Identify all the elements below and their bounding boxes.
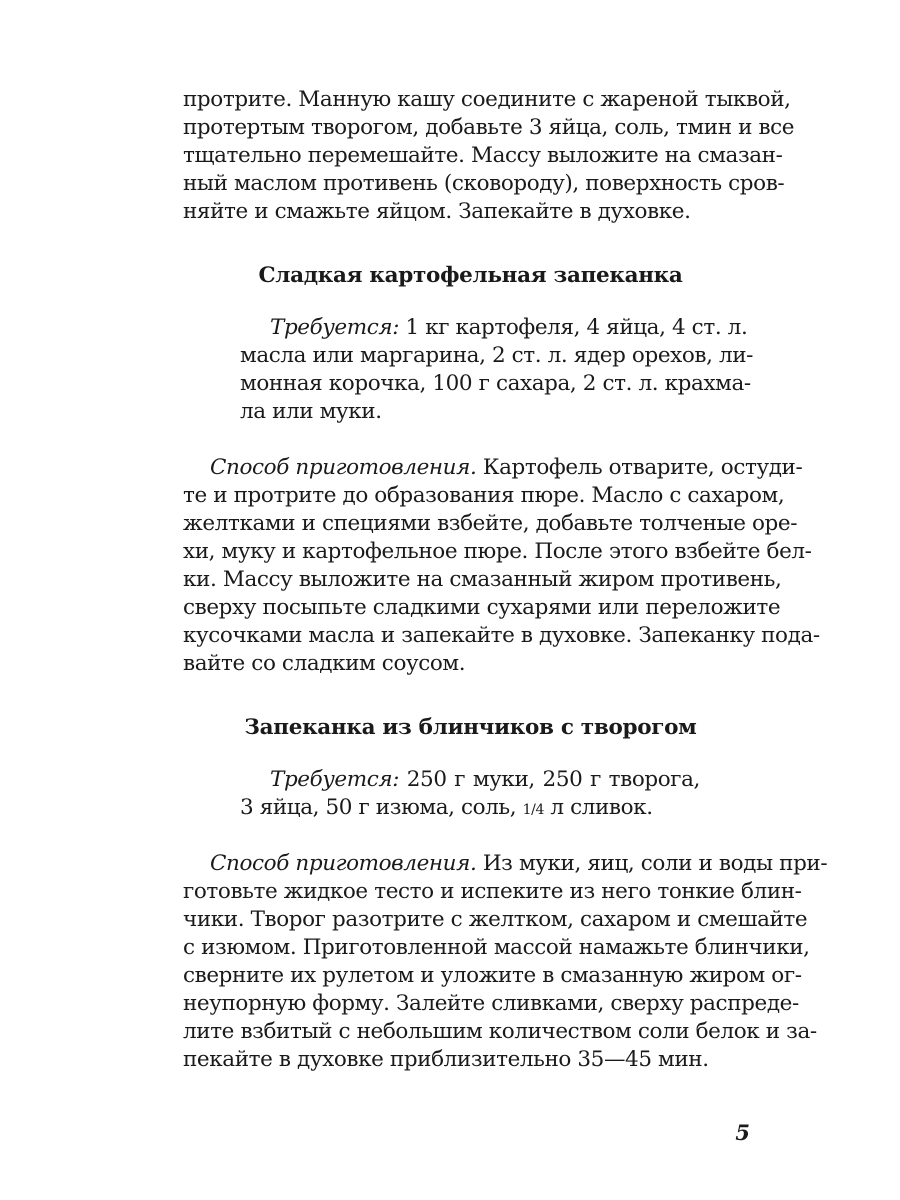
method-line: кусочками масла и запекайте в духовке. Запеканку пода- bbox=[183, 623, 820, 648]
method-line: те и протрите до образования пюре. Масло с сахаром, bbox=[183, 483, 785, 508]
requires-text: л сливок. bbox=[550, 795, 653, 820]
method-label: Способ приготовления. bbox=[210, 851, 477, 876]
requires-line: монная корочка, 100 г сахара, 2 ст. л. крахма- bbox=[240, 371, 751, 396]
requires-text: 1 кг картофеля, 4 яйца, 4 ст. л. bbox=[405, 315, 748, 340]
method-label: Способ приготовления. bbox=[210, 455, 477, 480]
method-line: лите взбитый с небольшим количеством соли белок и за- bbox=[183, 1019, 817, 1044]
method-line: сверните их рулетом и уложите в смазанную жиром ог- bbox=[183, 963, 802, 988]
intro-line: протертым творогом, добавьте 3 яйца, соль, тмин и все bbox=[183, 115, 795, 140]
requires-line bbox=[240, 794, 700, 824]
method-line: вайте со сладким соусом. bbox=[183, 651, 466, 676]
method-line: готовьте жидкое тесто и испеките из него тонкие блин- bbox=[183, 879, 802, 904]
method-line: с изюмом. Приготовленной массой намажьте блинчики, bbox=[183, 935, 810, 960]
method-line: хи, муку и картофельное пюре. После этого взбейте бел- bbox=[183, 539, 812, 564]
requires-text: 3 яйца, 50 г изюма, соль, bbox=[240, 795, 517, 820]
requires-text: 250 г муки, 250 г творога, bbox=[406, 767, 700, 792]
recipe-title: Запеканка из блинчиков с творогом bbox=[244, 715, 697, 740]
requires-line bbox=[270, 766, 700, 793]
fraction: 1/4 bbox=[522, 802, 544, 818]
method-line: желтками и специями взбейте, добавьте толченые оре- bbox=[183, 511, 798, 536]
intro-line: няйте и смажьте яйцом. Запекайте в духовке. bbox=[183, 199, 691, 224]
requires-line: масла или маргарина, 2 ст. л. ядер орехов, ли- bbox=[240, 343, 754, 368]
method-line: ки. Массу выложите на смазанный жиром противень, bbox=[183, 567, 782, 592]
method-line bbox=[210, 850, 828, 877]
intro-line: протрите. Манную кашу соедините с жареной тыквой, bbox=[183, 87, 791, 112]
intro-line: тщательно перемешайте. Массу выложите на смазан- bbox=[183, 143, 783, 168]
requires-line bbox=[270, 314, 748, 341]
page-number: 5 bbox=[735, 1120, 750, 1145]
method-line: пекайте в духовке приблизительно 35—45 мин. bbox=[183, 1047, 709, 1072]
method-line bbox=[210, 454, 803, 481]
method-text: Картофель отварите, остуди- bbox=[482, 455, 803, 480]
requires-label: Требуется: bbox=[270, 315, 400, 340]
intro-line: ный маслом противень (сковороду), поверхность сров- bbox=[183, 171, 785, 196]
requires-label: Требуется: bbox=[270, 767, 400, 792]
method-line: сверху посыпьте сладкими сухарями или переложите bbox=[183, 595, 781, 620]
recipe-title: Сладкая картофельная запеканка bbox=[258, 263, 683, 288]
method-line: неупорную форму. Залейте сливками, сверху распреде- bbox=[183, 991, 799, 1016]
requires-line: ла или муки. bbox=[240, 399, 382, 424]
method-line: чики. Творог разотрите с желтком, сахаром и смешайте bbox=[183, 907, 808, 932]
method-text: Из муки, яиц, соли и воды при- bbox=[482, 851, 828, 876]
